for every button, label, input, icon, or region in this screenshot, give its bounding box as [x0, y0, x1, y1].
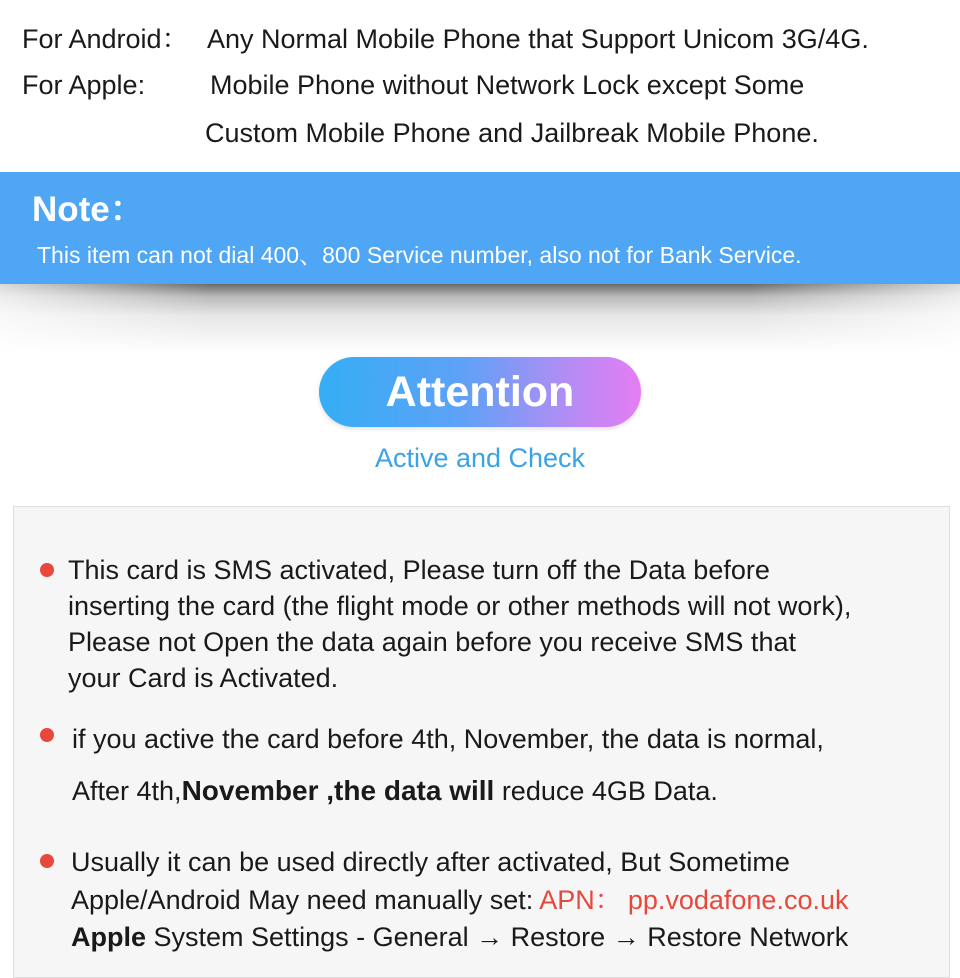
item2-line2	[72, 773, 718, 809]
note-title: Note：	[32, 190, 145, 229]
attention-badge	[319, 357, 641, 427]
item3-line1: Usually it can be used directly after activated, But Sometime	[71, 847, 790, 877]
bullet-icon	[40, 563, 54, 577]
item1-line2: inserting the card (the flight mode or other methods will not work),	[68, 591, 852, 621]
instructions-panel	[13, 506, 950, 978]
android-label: For Android：	[22, 24, 189, 54]
note-text: This item can not dial 400、800 Service number, also not for Bank Service.	[37, 242, 802, 268]
apple-label: For Apple:	[22, 70, 146, 100]
item3-line3	[71, 919, 848, 955]
item2-line1: if you active the card before 4th, November, the data is normal,	[72, 724, 824, 754]
apple-text-line2: Custom Mobile Phone and Jailbreak Mobile Phone.	[205, 118, 819, 148]
bullet-icon	[40, 728, 54, 742]
item1-line3: Please not Open the data again before you receive SMS that	[68, 627, 796, 657]
apn-label: APN：	[539, 885, 622, 915]
item2-line2-pre: After 4th,	[72, 776, 182, 806]
banner-shadow-fade	[0, 284, 960, 354]
attention-subtitle: Active and Check	[374, 443, 586, 473]
attention-badge-label: Attention	[385, 368, 575, 416]
item3-line3-bold: Apple	[71, 922, 147, 952]
item2-line2-post: reduce 4GB Data.	[494, 776, 718, 806]
item3-line2-pre: Apple/Android May need manually set:	[71, 885, 540, 915]
item3-line3-rest: System Settings - General → Restore → Restore Network	[146, 922, 849, 952]
item3-line2	[71, 882, 848, 918]
bullet-icon	[40, 854, 54, 868]
apple-text-line1: Mobile Phone without Network Lock except Some	[210, 70, 805, 100]
item2-line2-bold: November ,the data will	[181, 775, 495, 806]
apn-value: pp.vodafone.co.uk	[627, 885, 849, 915]
item1-line4: your Card is Activated.	[68, 663, 339, 693]
note-banner	[0, 172, 960, 284]
compatibility-section	[0, 0, 960, 172]
item1-line1: This card is SMS activated, Please turn off the Data before	[68, 555, 770, 585]
android-text: Any Normal Mobile Phone that Support Unicom 3G/4G.	[207, 24, 869, 54]
